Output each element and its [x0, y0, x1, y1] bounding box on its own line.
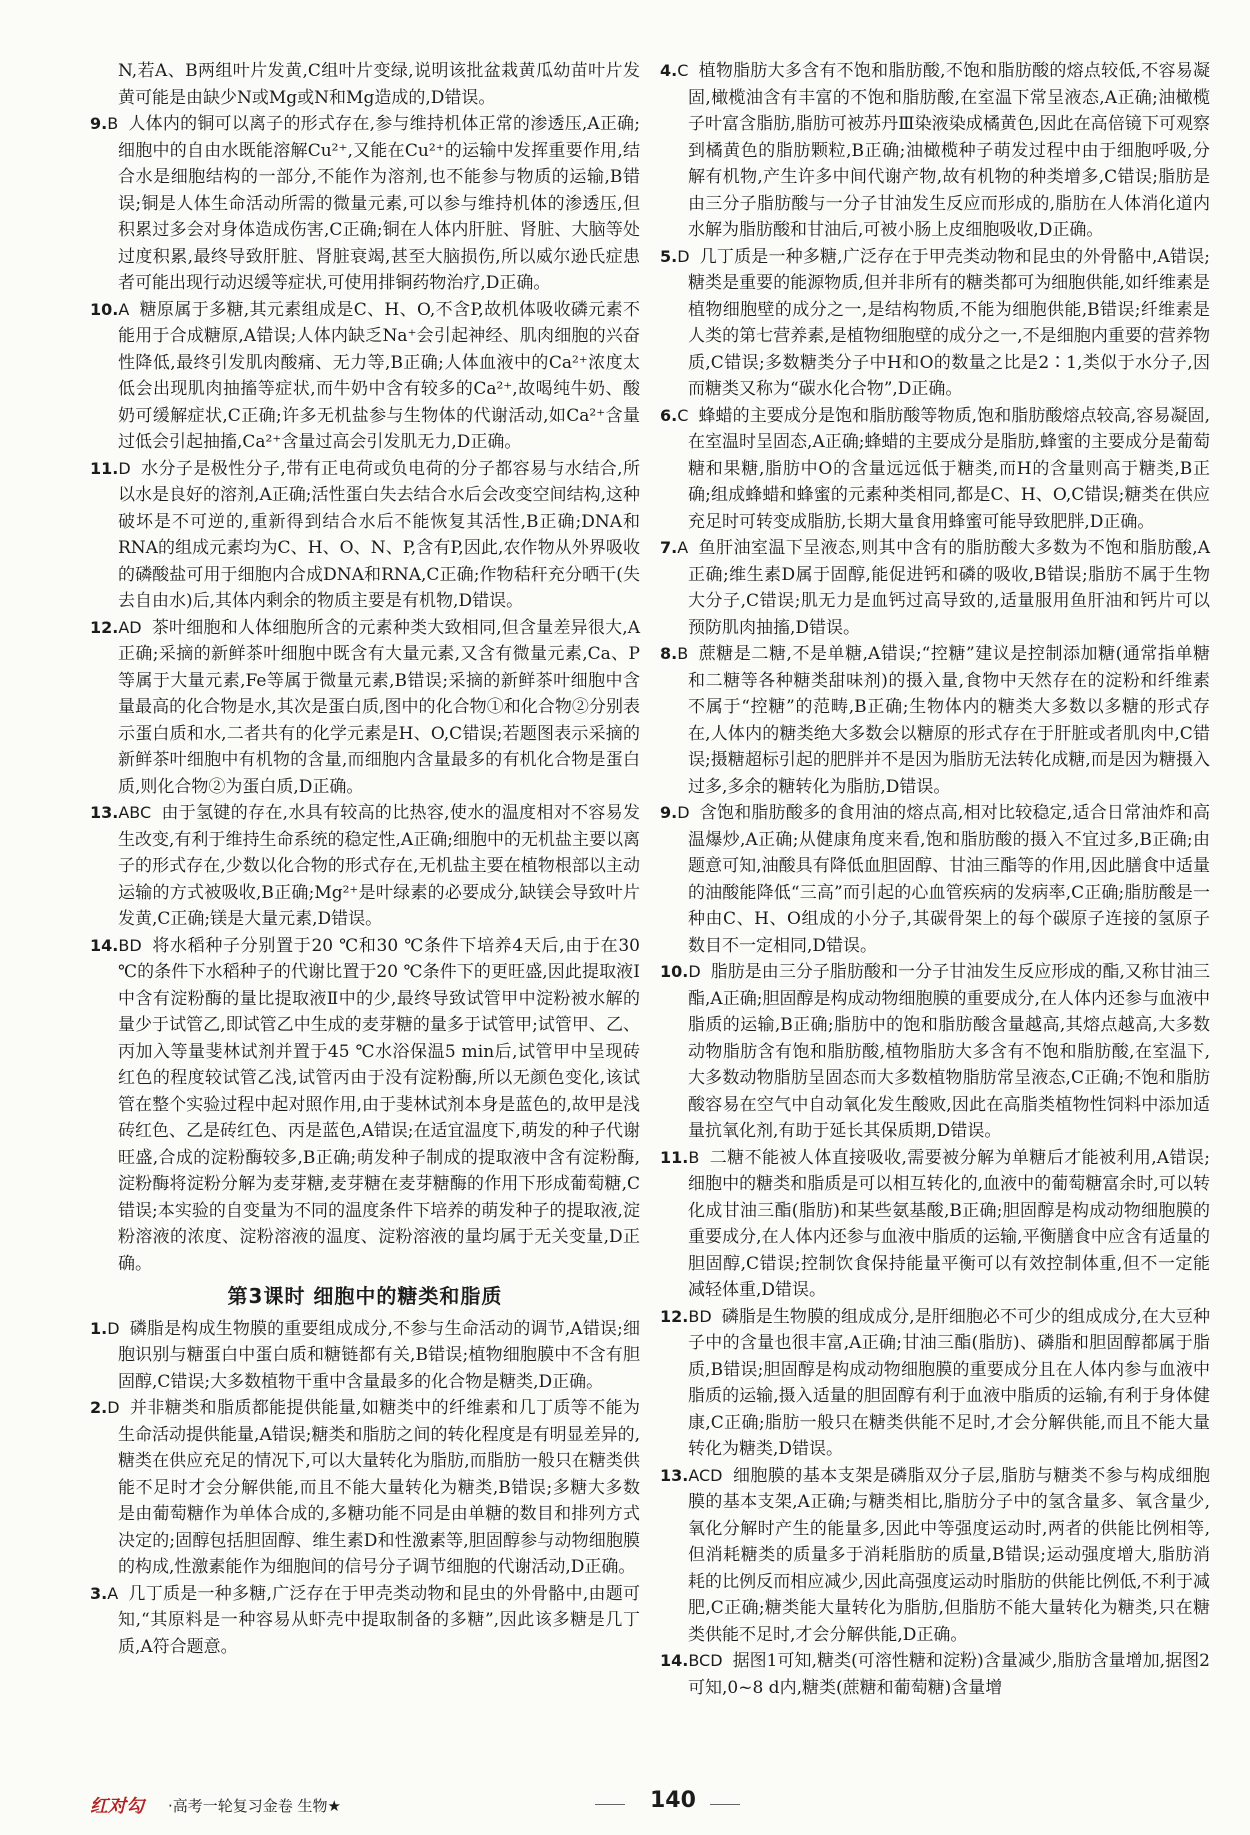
answer-choice: D: [677, 246, 690, 266]
answer-item: [660, 403, 1210, 536]
question-number: 1.: [90, 1318, 108, 1338]
explanation-text: 将水稻种子分别置于20 ℃和30 ℃条件下培养4天后,由于在30 ℃的条件下水稻种子的代谢比置于20 ℃条件下的更旺盛,因此提取液Ⅰ中含有淀粉酶的量比提取液Ⅱ中的少,最终导致试管甲中淀粉被水解的量少于试管乙,即试管乙中生成的麦芽糖的量多于试管甲;试管甲、乙、丙加入等量斐林试剂并置于45 ℃水浴保温5 min后,试管甲中呈现砖红色的程度较试管乙浅,试管丙由于没有淀粉酶,所以无颜色变化,该试管在整个实验过程中起对照作用,由于斐林试剂本身是蓝色的,故甲是浅砖红色、乙是砖红色、丙是蓝色,A错误;在适宜温度下,萌发的种子代谢旺盛,合成的淀粉酶较多,B正确;萌发种子制成的提取液中含有淀粉酶,淀粉酶将淀粉分解为麦芽糖,麦芽糖在麦芽糖酶的作用下形成葡萄糖,C错误;本实验的自变量为不同的温度条件下培养的萌发种子的提取液,淀粉溶液的浓度、淀粉溶液的温度、淀粉溶液的量均属于无关变量,D正确。: [118, 935, 640, 1274]
explanation-text: 脂肪是由三分子脂肪酸和一分子甘油发生反应形成的酯,又称甘油三酯,A正确;胆固醇是构成动物细胞膜的重要成分,在人体内还参与血液中脂质的运输,B正确;脂肪中的饱和脂肪酸含量越高,其熔点越高,大多数动物脂肪含有饱和脂肪酸,植物脂肪大多含有不饱和脂肪酸,在室温下,大多数动物脂肪呈固态而大多数植物脂肪常呈液态,C正确;不饱和脂肪酸容易在空气中自动氧化发生酸败,因此在高脂类植物性饲料中添加适量抗氧化剂,有助于延长其保质期,D错误。: [688, 962, 1210, 1141]
explanation-text: 并非糖类和脂质都能提供能量,如糖类中的纤维素和几丁质等不能为生命活动提供能量,A错误;糖类和脂肪之间的转化程度是有明显差异的,糖类在供应充足的情况下,可以大量转化为脂肪,而脂肪一般只在糖类供能不足时才会分解供能,而且不能大量转化为糖类,B错误;多糖大多数是由葡萄糖作为单体合成的,多糖功能不同是由单糖的数目和排列方式决定的;固醇包括胆固醇、维生素D和性激素等,胆固醇参与动物细胞膜的构成,性激素能作为细胞间的信号分子调节细胞的代谢活动,D正确。: [118, 1398, 640, 1577]
explanation-text: 细胞膜的基本支架是磷脂双分子层,脂肪与糖类不参与构成细胞膜的基本支架,A正确;与糖类相比,脂肪分子中的氢含量多、氧含量少,氧化分解时产生的能量多,因此中等强度运动时,两者的供能比例相等,但消耗糖类的质量多于消耗脂肪的质量,B错误;运动强度增大,脂肪消耗的比例反而相应减少,因此高强度运动时脂肪的供能比例低,不利于减肥,C正确;糖类能大量转化为脂肪,但脂肪不能大量转化为糖类,只在糖类供能不足时,才会分解供能,D正确。: [688, 1465, 1210, 1645]
answer-item: [660, 244, 1210, 403]
answer-choice: BD: [118, 935, 142, 955]
question-number: 14.: [660, 1651, 689, 1670]
question-number: 12.: [660, 1306, 689, 1326]
answer-item: [90, 615, 640, 801]
explanation-text: N,若A、B两组叶片发黄,C组叶片变绿,说明该批盆栽黄瓜幼苗叶片发黄可能是由缺少N或Mg或N和Mg造成的,D错误。: [118, 61, 640, 108]
answer-item: [660, 1145, 1210, 1304]
question-number: 2.: [90, 1398, 108, 1417]
explanation-text: 几丁质是一种多糖,广泛存在于甲壳类动物和昆虫的外骨骼中,由题可知,“其原料是一种容易从虾壳中提取制备的多糖”,因此该多糖是几丁质,A符合题意。: [118, 1583, 640, 1657]
right-column: [660, 58, 1210, 1701]
answer-choice: ABC: [118, 803, 152, 822]
footer-rule-left: [595, 1804, 625, 1805]
answer-choice: ACD: [688, 1465, 723, 1485]
question-number: 9.: [660, 803, 678, 822]
explanation-text: 水分子是极性分子,带有正电荷或负电荷的分子都容易与水结合,所以水是良好的溶剂,A正确;活性蛋白失去结合水后会改变空间结构,这种破坏是不可逆的,重新得到结合水后不能恢复其活性,B正确;DNA和RNA的组成元素均为C、H、O、N、P,含有P,因此,农作物从外界吸收的磷酸盐可用于细胞内合成DNA和RNA,C正确;作物秸秆充分晒干(失去自由水)后,其体内剩余的物质主要是有机物,D错误。: [118, 458, 640, 611]
answer-choice: BD: [688, 1306, 712, 1326]
question-number: 14.: [90, 935, 119, 955]
answer-item: [660, 1463, 1210, 1649]
question-number: 5.: [660, 246, 678, 266]
question-number: 11.: [660, 1147, 689, 1167]
explanation-text: 含饱和脂肪酸多的食用油的熔点高,相对比较稳定,适合日常油炸和高温爆炒,A正确;从健康角度来看,饱和脂肪酸的摄入不宜过多,B正确;由题意可知,油酸具有降低血胆固醇、甘油三酯等的作用,因此膳食中适量的油酸能降低“三高”而引起的心血管疾病的发病率,C正确;脂肪酸是一种由C、H、O组成的小分子,其碳骨架上的每个碳原子连接的氢原子数目不一定相同,D错误。: [688, 803, 1210, 956]
answer-choice: C: [677, 61, 689, 80]
section-title: 第3课时 细胞中的糖类和脂质: [227, 1284, 503, 1308]
answer-choice: D: [118, 458, 131, 478]
answer-choice: B: [107, 114, 119, 133]
question-number: 12.: [90, 617, 119, 637]
book-title: ·高考一轮复习金卷 生物★: [168, 1797, 341, 1815]
answer-item: [90, 1581, 640, 1661]
explanation-text: 磷脂是构成生物膜的重要组成成分,不参与生命活动的调节,A错误;细胞识别与糖蛋白中蛋白质和糖链都有关,B错误;植物细胞膜中不含有胆固醇,C错误;大多数植物干重中含量最多的化合物是糖类,D正确。: [118, 1318, 640, 1392]
question-number: 6.: [660, 405, 678, 425]
answer-item: [90, 111, 640, 297]
explanation-text: 植物脂肪大多含有不饱和脂肪酸,不饱和脂肪酸的熔点较低,不容易凝固,橄榄油含有丰富的不饱和脂肪酸,在室温下常呈液态,A正确;油橄榄子叶富含脂肪,脂肪可被苏丹Ⅲ染液染成橘黄色,因此在高倍镜下可观察到橘黄色的脂肪颗粒,B正确;油橄榄种子萌发过程中由于细胞呼吸,分解有机物,产生许多中间代谢产物,故有机物的种类增多,C错误;脂肪是由三分子脂肪酸与一分子甘油发生反应而形成的,脂肪在人体消化道内水解为脂肪酸和甘油后,可被小肠上皮细胞吸收,D正确。: [688, 61, 1210, 240]
question-number: 13.: [90, 803, 119, 822]
answer-choice: B: [677, 644, 689, 663]
question-number: 8.: [660, 644, 678, 663]
answer-choice: D: [677, 803, 690, 822]
explanation-text: 糖原属于多糖,其元素组成是C、H、O,不含P,故机体吸收磷元素不能用于合成糖原,A错误;人体内缺乏Na⁺会引起神经、肌肉细胞的兴奋性降低,最终引发肌肉酸痛、无力等,B正确;人体血液中的Ca²⁺浓度太低会出现肌肉抽搐等症状,而牛奶中含有较多的Ca²⁺,故喝纯牛奶、酸奶可缓解症状,C正确;许多无机盐参与生物体的代谢活动,如Ca²⁺含量过低会引起抽搐,Ca²⁺含量过高会引发肌无力,D正确。: [118, 299, 640, 452]
answer-item: [90, 1316, 640, 1396]
explanation-text: 据图1可知,糖类(可溶性糖和淀粉)含量减少,脂肪含量增加,据图2可知,0~8 d内,糖类(蔗糖和葡萄糖)含量增: [688, 1651, 1210, 1698]
answer-item: [660, 641, 1210, 800]
answer-choice: A: [107, 1583, 119, 1603]
question-number: 10.: [90, 299, 119, 319]
left-column: [90, 58, 640, 1660]
page-footer: [90, 1790, 1210, 1820]
answer-item: [660, 1648, 1210, 1701]
answer-item: [90, 800, 640, 933]
explanation-text: 蔗糖是二糖,不是单糖,A错误;“控糖”建议是控制添加糖(通常指单糖和二糖等各种糖类甜味剂)的摄入量,食物中天然存在的淀粉和纤维素不属于“控糖”的范畴,B正确;生物体内的糖类大多数以多糖的形式存在,人体内的糖类绝大多数会以糖原的形式存在于肝脏或者肌肉中,C错误;摄糖超标引起的肥胖并不是因为脂肪无法转化成糖,而是因为糖摄入过多,多余的糖转化为脂肪,D错误。: [688, 644, 1210, 797]
answer-choice: B: [688, 1147, 700, 1167]
question-number: 11.: [90, 458, 119, 478]
answer-item: [90, 456, 640, 615]
explanation-text: 磷脂是生物膜的组成成分,是肝细胞必不可少的组成成分,在大豆种子中的含量也很丰富,A正确;甘油三酯(脂肪)、磷脂和胆固醇都属于脂质,B错误;胆固醇是构成动物细胞膜的重要成分且在人体内参与血液中脂质的运输,摄入适量的胆固醇有利于血液中脂质的运输,有利于身体健康,C正确;脂肪一般只在糖类供能不足时,才会分解供能,而且不能大量转化为糖类,D错误。: [688, 1306, 1210, 1459]
question-number: 10.: [660, 962, 689, 981]
explanation-text: 鱼肝油室温下呈液态,则其中含有的脂肪酸大多数为不饱和脂肪酸,A正确;维生素D属于固醇,能促进钙和磷的吸收,B错误;脂肪不属于生物大分子,C错误;肌无力是血钙过高导致的,适量服用鱼肝油和钙片可以预防肌肉抽搐,D错误。: [688, 538, 1210, 638]
answer-item: [90, 297, 640, 456]
answer-item: [660, 959, 1210, 1145]
explanation-text: 由于氢键的存在,水具有较高的比热容,使水的温度相对不容易发生改变,有利于维持生命系统的稳定性,A正确;细胞中的无机盐主要以离子的形式存在,少数以化合物的形式存在,无机盐主要在植物根部以主动运输的方式被吸收,B正确;Mg²⁺是叶绿素的必要成分,缺镁会导致叶片发黄,C正确;镁是大量元素,D错误。: [118, 803, 640, 929]
answer-item: [660, 800, 1210, 959]
question-number: 3.: [90, 1583, 108, 1603]
explanation-text: 茶叶细胞和人体细胞所含的元素种类大致相同,但含量差异很大,A正确;采摘的新鲜茶叶细胞中既含有大量元素,又含有微量元素,Ca、P等属于大量元素,Fe等属于微量元素,B错误;采摘的新鲜茶叶细胞中含量最高的化合物是水,其次是蛋白质,图中的化合物①和化合物②分别表示蛋白质和水,二者共有的化学元素是H、O,C错误;若题图表示采摘的新鲜茶叶细胞中有机物的含量,而细胞内含量最多的有机化合物是蛋白质,则化合物②为蛋白质,D正确。: [118, 617, 640, 797]
answer-item: [660, 1304, 1210, 1463]
answer-item: [90, 933, 640, 1278]
answer-choice: D: [107, 1398, 120, 1417]
brand-logo: 红对勾: [90, 1796, 144, 1817]
question-number: 13.: [660, 1465, 689, 1485]
answer-choice: C: [677, 405, 689, 425]
answer-choice: D: [688, 962, 701, 981]
explanation-text: 几丁质是一种多糖,广泛存在于甲壳类动物和昆虫的外骨骼中,A错误;糖类是重要的能源物质,但并非所有的糖类都可为细胞供能,如纤维素是植物细胞壁的成分之一,是结构物质,不能为细胞供能,B错误;纤维素是人类的第七营养素,是植物细胞壁的成分之一,不是细胞内重要的营养物质,C错误;多数糖类分子中H和O的数量之比是2∶1,类似于水分子,因而糖类又称为“碳水化合物”,D正确。: [688, 246, 1210, 399]
footer-rule-right: [710, 1804, 740, 1805]
answer-choice: A: [677, 538, 689, 557]
answer-item: [90, 58, 640, 111]
answer-choice: AD: [118, 617, 142, 637]
explanation-text: 人体内的铜可以离子的形式存在,参与维持机体正常的渗透压,A正确;细胞中的自由水既能溶解Cu²⁺,又能在Cu²⁺的运输中发挥重要作用,结合水是细胞结构的一部分,不能作为溶剂,也不能参与物质的运输,B错误;铜是人体生命活动所需的微量元素,可以参与维持机体的渗透压,但积累过多会对身体造成伤害,C正确;铜在人体内肝脏、肾脏、大脑等处过度积累,最终导致肝脏、肾脏衰竭,甚至大脑损伤,所以威尔逊氏症患者可能出现行动迟缓等症状,可使用排铜药物治疗,D正确。: [118, 114, 640, 293]
answer-choice: D: [107, 1318, 120, 1338]
question-number: 4.: [660, 61, 678, 80]
answer-item: [90, 1395, 640, 1581]
answer-choice: BCD: [688, 1651, 723, 1670]
answer-choice: A: [118, 299, 130, 319]
question-number: 9.: [90, 114, 108, 133]
question-number: 7.: [660, 538, 678, 557]
answer-item: [660, 58, 1210, 244]
explanation-text: 二糖不能被人体直接吸收,需要被分解为单糖后才能被利用,A错误;细胞中的糖类和脂质是可以相互转化的,血液中的葡萄糖富余时,可以转化成甘油三酯(脂肪)和某些氨基酸,B正确;胆固醇是构成动物细胞膜的重要成分,在人体内还参与血液中脂质的运输,平衡膳食中应含有适量的胆固醇,C错误;控制饮食保持能量平衡可以有效控制体重,但不一定能减轻体重,D错误。: [688, 1147, 1210, 1300]
answer-item: [660, 535, 1210, 641]
page-number: 140: [650, 1788, 696, 1813]
explanation-text: 蜂蜡的主要成分是饱和脂肪酸等物质,饱和脂肪酸熔点较高,容易凝固,在室温时呈固态,A正确;蜂蜡的主要成分是脂肪,蜂蜜的主要成分是葡萄糖和果糖,脂肪中O的含量远远低于糖类,而H的含量则高于糖类,B正确;组成蜂蜡和蜂蜜的元素种类相同,都是C、H、O,C错误;糖类在供应充足时可转变成脂肪,长期大量食用蜂蜜可能导致肥胖,D正确。: [688, 405, 1210, 532]
